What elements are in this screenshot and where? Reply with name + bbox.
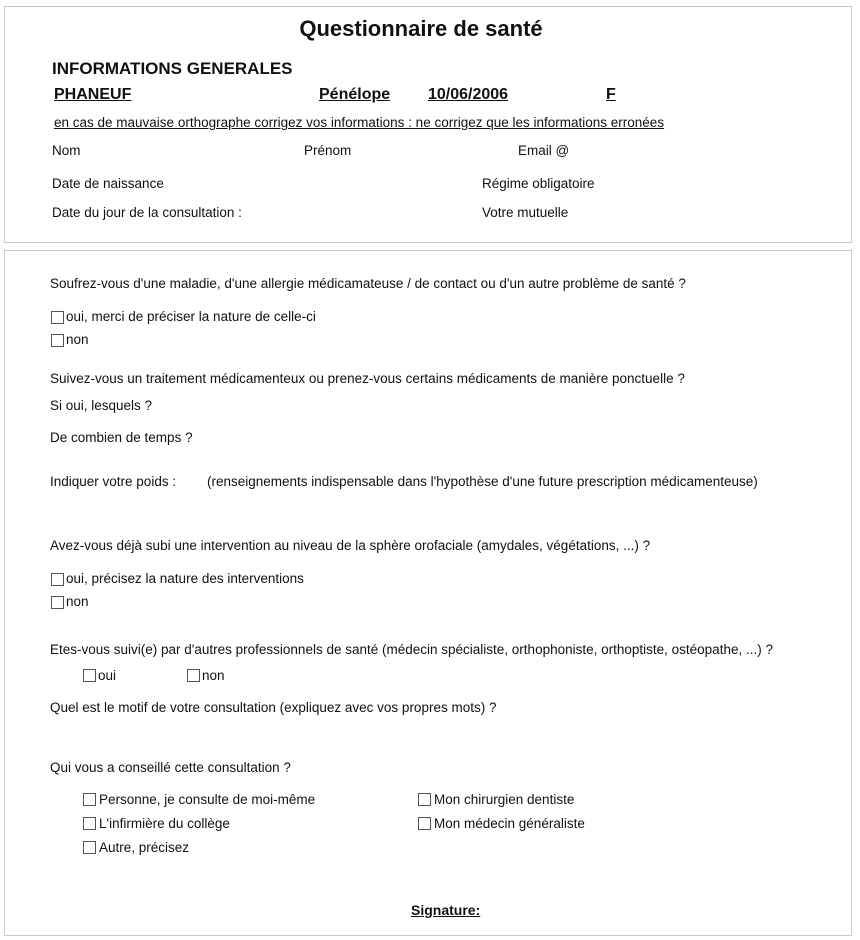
page-title: Questionnaire de santé xyxy=(299,16,543,41)
checkbox-referral-dentist[interactable] xyxy=(418,793,431,806)
option-professionals-yes: oui xyxy=(98,668,117,683)
checkbox-surgery-no[interactable] xyxy=(51,596,64,609)
field-label-date-consultation[interactable]: Date du jour de la consultation : xyxy=(52,205,242,220)
question-health-problem: Soufrez-vous d'une maladie, d'une allergie médicamateuse / de contact ou d'un autre problème de santé ? xyxy=(50,276,686,291)
option-referral-dentist: Mon chirurgien dentiste xyxy=(434,792,575,807)
question-consultation-reason: Quel est le motif de votre consultation (expliquez avec vos propres mots) ? xyxy=(50,700,497,715)
option-health-no: non xyxy=(66,332,89,347)
question-treatment-which: Si oui, lesquels ? xyxy=(50,398,153,413)
field-label-email[interactable]: Email @ xyxy=(518,143,570,158)
option-surgery-yes: oui, précisez la nature des interventions xyxy=(66,571,304,586)
question-referral: Qui vous a conseillé cette consultation ? xyxy=(50,760,291,775)
option-referral-nurse: L'infirmière du collège xyxy=(99,816,230,831)
checkbox-surgery-yes[interactable] xyxy=(51,573,64,586)
weight-note: (renseignements indispensable dans l'hypothèse d'une future prescription médicamenteuse) xyxy=(207,474,758,489)
patient-sex: F xyxy=(606,86,616,103)
checkbox-professionals-yes[interactable] xyxy=(83,669,96,682)
checkbox-referral-nurse[interactable] xyxy=(83,817,96,830)
question-treatment: Suivez-vous un traitement médicamenteux ou prenez-vous certains médicaments de manière ponctuelle ? xyxy=(50,371,685,386)
question-other-professionals: Etes-vous suivi(e) par d'autres professionnels de santé (médecin spécialiste, orthophoniste, orthoptiste, ostéopathe, ...) ? xyxy=(50,642,773,657)
correction-note: en cas de mauvaise orthographe corrigez vos informations : ne corrigez que les informations erronées xyxy=(54,115,665,130)
signature-label: Signature: xyxy=(411,902,481,918)
checkbox-health-no[interactable] xyxy=(51,334,64,347)
question-treatment-duration: De combien de temps ? xyxy=(50,430,193,445)
patient-last-name: PHANEUF xyxy=(54,86,132,103)
option-surgery-no: non xyxy=(66,594,89,609)
weight-label: Indiquer votre poids : xyxy=(50,474,177,489)
section-title: INFORMATIONS GENERALES xyxy=(52,59,293,78)
option-referral-other: Autre, précisez xyxy=(99,840,190,855)
checkbox-referral-other[interactable] xyxy=(83,841,96,854)
field-label-nom[interactable]: Nom xyxy=(52,143,81,158)
questions-panel xyxy=(4,250,852,936)
option-professionals-no: non xyxy=(202,668,225,683)
field-label-mutuelle[interactable]: Votre mutuelle xyxy=(482,205,569,220)
patient-birth-date: 10/06/2006 xyxy=(428,86,509,103)
checkbox-health-yes[interactable] xyxy=(51,311,64,324)
checkbox-professionals-no[interactable] xyxy=(187,669,200,682)
option-referral-self: Personne, je consulte de moi-même xyxy=(99,792,316,807)
option-referral-gp: Mon médecin généraliste xyxy=(434,816,585,831)
field-label-prenom[interactable]: Prénom xyxy=(304,143,352,158)
checkbox-referral-self[interactable] xyxy=(83,793,96,806)
field-label-date-naissance[interactable]: Date de naissance xyxy=(52,176,164,191)
patient-first-name: Pénélope xyxy=(319,86,391,103)
field-label-regime[interactable]: Régime obligatoire xyxy=(482,176,595,191)
option-health-yes: oui, merci de préciser la nature de celle-ci xyxy=(66,309,316,324)
question-surgery: Avez-vous déjà subi une intervention au niveau de la sphère orofaciale (amydales, végétations, ...) ? xyxy=(50,538,651,553)
checkbox-referral-gp[interactable] xyxy=(418,817,431,830)
